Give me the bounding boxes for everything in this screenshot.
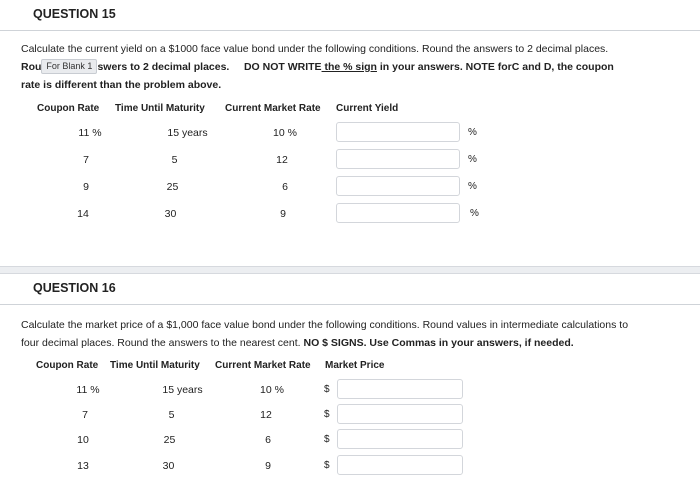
header-current-market-rate: Current Market Rate	[225, 103, 321, 114]
instruction-text: four decimal places. Round the answers to the nearest cent.	[21, 337, 304, 349]
market-rate-cell: 10 %	[260, 384, 284, 396]
coupon-rate-cell: 14	[77, 208, 89, 220]
dollar-unit: $	[324, 460, 330, 471]
header-coupon-rate: Coupon Rate	[36, 360, 99, 371]
question-15-instructions	[21, 40, 691, 94]
current-yield-input[interactable]	[336, 176, 460, 196]
header-current-yield: Current Yield	[336, 103, 399, 114]
current-yield-input[interactable]	[336, 122, 460, 142]
header-coupon-rate: Coupon Rate	[37, 103, 100, 114]
market-price-input[interactable]	[337, 379, 463, 399]
percent-unit: %	[470, 208, 479, 219]
current-yield-input[interactable]	[336, 203, 460, 223]
maturity-cell: 15 years	[162, 384, 203, 396]
instruction-text: the % sign	[321, 61, 377, 73]
market-rate-cell: 10 %	[273, 127, 297, 139]
instruction-text: NO $ SIGNS. Use Commas in your answers, if needed.	[303, 337, 574, 349]
instruction-line: Calculate the market price of a $1,000 face value bond under the following conditions. Round values in intermediate calculations to	[21, 319, 629, 331]
maturity-cell: 15 years	[167, 127, 208, 139]
header-market-price: Market Price	[325, 360, 385, 371]
instruction-line	[21, 334, 697, 352]
instruction-line	[21, 58, 691, 76]
coupon-rate-cell: 11 %	[78, 127, 102, 139]
header-time-until-maturity: Time Until Maturity	[115, 103, 205, 114]
maturity-cell: 5	[171, 154, 178, 166]
coupon-rate-cell: 10	[77, 434, 89, 446]
market-rate-cell: 9	[280, 208, 286, 220]
maturity-cell: 25	[166, 181, 179, 193]
instruction-line: Calculate the current yield on a $1000 face value bond under the following conditions. Round the answers to 2 decimal places.	[21, 43, 609, 55]
maturity-cell: 5	[168, 409, 175, 421]
coupon-rate-cell: 7	[83, 154, 89, 166]
market-rate-cell: 12	[260, 409, 272, 421]
market-price-input[interactable]	[337, 455, 463, 475]
divider	[0, 30, 700, 31]
instruction-line: rate is different than the problem above.	[21, 79, 222, 91]
dollar-unit: $	[324, 409, 330, 420]
instruction-text: DO NOT WRITE	[243, 61, 322, 73]
instruction-text: in your answers. NOTE forC and D, the coupon	[376, 61, 614, 73]
percent-unit: %	[468, 181, 477, 192]
market-rate-cell: 6	[282, 181, 288, 193]
instruction-text: swers to 2 decimal places.	[97, 61, 230, 73]
divider	[0, 304, 700, 305]
market-rate-cell: 9	[265, 460, 271, 472]
percent-unit: %	[468, 127, 477, 138]
coupon-rate-cell: 11 %	[76, 384, 100, 396]
maturity-cell: 30	[164, 208, 177, 220]
coupon-rate-cell: 9	[83, 181, 89, 193]
header-current-market-rate: Current Market Rate	[215, 360, 311, 371]
question-16-title: QUESTION 16	[33, 281, 116, 295]
header-time-until-maturity: Time Until Maturity	[110, 360, 200, 371]
dollar-unit: $	[324, 434, 330, 445]
question-15-title: QUESTION 15	[33, 7, 116, 21]
current-yield-input[interactable]	[336, 149, 460, 169]
coupon-rate-cell: 13	[77, 460, 89, 472]
percent-unit: %	[468, 154, 477, 165]
question-separator	[0, 266, 700, 274]
dollar-unit: $	[324, 384, 330, 395]
maturity-cell: 25	[163, 434, 176, 446]
maturity-cell: 30	[162, 460, 175, 472]
market-rate-cell: 12	[276, 154, 288, 166]
market-price-input[interactable]	[337, 404, 463, 424]
market-rate-cell: 6	[265, 434, 271, 446]
coupon-rate-cell: 7	[82, 409, 88, 421]
instruction-text: Rou	[21, 61, 42, 73]
market-price-input[interactable]	[337, 429, 463, 449]
question-16-instructions	[21, 316, 697, 352]
blank-tooltip: For Blank 1	[41, 59, 97, 74]
